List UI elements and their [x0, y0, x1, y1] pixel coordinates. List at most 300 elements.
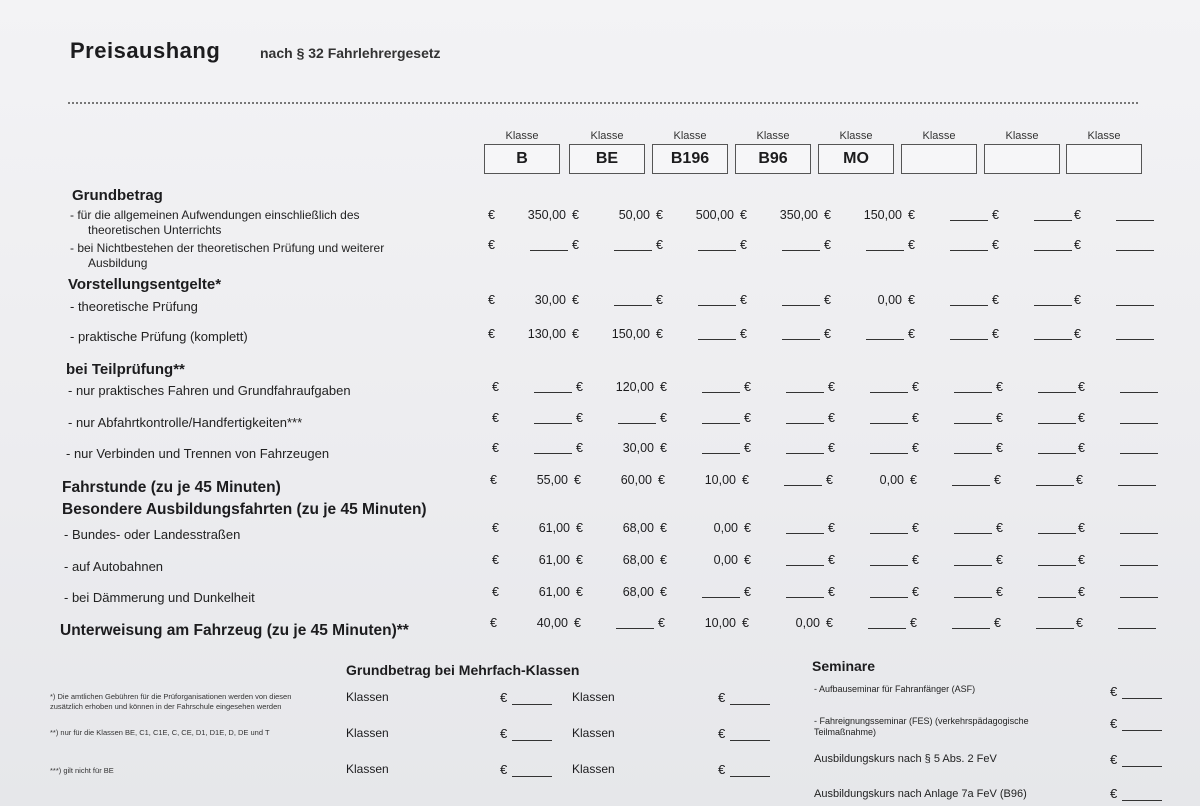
euro-sign: € — [500, 762, 508, 777]
price-value: 150,00 — [611, 327, 650, 341]
column-label: Klasse — [756, 130, 790, 142]
blank-line — [950, 339, 988, 340]
blank-line — [1036, 485, 1074, 486]
row-label-line: Ausbildung — [88, 256, 148, 270]
blank-line — [1038, 423, 1076, 424]
euro-sign: € — [1074, 327, 1081, 341]
price-value: 61,00 — [538, 521, 570, 535]
price-cell — [824, 327, 908, 343]
class-box — [1066, 144, 1142, 174]
price-cell — [742, 473, 826, 489]
page-title: Preisaushang — [70, 38, 221, 63]
blank-line — [1118, 485, 1156, 486]
blank-line — [1116, 220, 1154, 221]
euro-sign: € — [572, 208, 579, 222]
euro-sign: € — [910, 616, 917, 630]
price-cell — [660, 411, 744, 427]
euro-sign: € — [996, 521, 1003, 535]
price-value: 10,00 — [704, 473, 736, 487]
blank-line — [702, 597, 740, 598]
section-unterweisung: Unterweisung am Fahrzeug (zu je 45 Minuten)** — [60, 622, 409, 639]
euro-sign: € — [1078, 411, 1085, 425]
price-cell — [908, 293, 992, 309]
section-fahrstunde: Fahrstunde (zu je 45 Minuten) — [62, 479, 281, 496]
price-value: 0,00 — [713, 553, 738, 567]
blank-line — [1038, 453, 1076, 454]
blank-line — [866, 339, 904, 340]
price-value: 30,00 — [622, 441, 654, 455]
price-cell — [576, 585, 660, 601]
mehrfach-klassen-label: Klassen — [572, 726, 615, 740]
euro-sign: € — [828, 585, 835, 599]
price-value: 0,00 — [879, 473, 904, 487]
blank-line — [702, 392, 740, 393]
blank-line — [1120, 565, 1158, 566]
euro-sign: € — [992, 208, 999, 222]
mehrfach-klassen-label: Klassen — [346, 762, 389, 776]
column-header — [484, 130, 560, 174]
euro-sign: € — [992, 327, 999, 341]
footnote-3: ***) gilt nicht für BE — [50, 766, 114, 775]
price-cell — [992, 238, 1076, 254]
euro-sign: € — [1076, 616, 1083, 630]
price-cell — [744, 380, 828, 396]
euro-sign: € — [744, 411, 751, 425]
blank-line — [534, 392, 572, 393]
class-box: BE — [569, 144, 645, 174]
euro-sign: € — [1110, 716, 1118, 731]
price-value: 500,00 — [695, 208, 734, 222]
euro-sign: € — [742, 473, 749, 487]
mehrfach-klassen-label: Klassen — [346, 726, 389, 740]
blank-line — [870, 533, 908, 534]
price-cell — [492, 585, 576, 601]
class-box: B96 — [735, 144, 811, 174]
price-cell — [740, 238, 824, 254]
price-value: 0,00 — [713, 521, 738, 535]
blank-line — [1116, 250, 1154, 251]
euro-sign: € — [1078, 585, 1085, 599]
price-cell — [576, 553, 660, 569]
price-cell — [576, 521, 660, 537]
euro-sign: € — [658, 473, 665, 487]
euro-sign: € — [744, 521, 751, 535]
row-label-line: - für die allgemeinen Aufwendungen einschließlich des — [70, 208, 360, 222]
blank-line — [512, 776, 552, 777]
price-cell — [912, 585, 996, 601]
euro-sign: € — [656, 238, 663, 252]
blank-line — [698, 305, 736, 306]
euro-sign: € — [658, 616, 665, 630]
blank-line — [1122, 730, 1162, 731]
euro-sign: € — [828, 521, 835, 535]
euro-sign: € — [908, 293, 915, 307]
euro-sign: € — [718, 726, 726, 741]
price-cell — [572, 293, 656, 309]
euro-sign: € — [912, 411, 919, 425]
row-label-line: theoretischen Unterrichts — [88, 223, 222, 237]
column-label: Klasse — [673, 130, 707, 142]
price-cell — [1078, 411, 1162, 427]
euro-sign: € — [572, 327, 579, 341]
price-cell — [660, 521, 744, 537]
euro-sign: € — [1110, 786, 1118, 801]
euro-sign: € — [994, 473, 1001, 487]
euro-sign: € — [910, 473, 917, 487]
row-label: - auf Autobahnen — [64, 559, 164, 574]
price-value: 60,00 — [620, 473, 652, 487]
blank-line — [870, 565, 908, 566]
row-label: - nur Verbinden und Trennen von Fahrzeugen — [66, 446, 330, 461]
euro-sign: € — [740, 293, 747, 307]
column-header — [901, 130, 977, 174]
price-cell — [744, 585, 828, 601]
blank-line — [1034, 250, 1072, 251]
price-cell — [488, 238, 572, 254]
euro-sign: € — [824, 293, 831, 307]
class-box — [901, 144, 977, 174]
euro-sign: € — [912, 585, 919, 599]
price-cell — [656, 327, 740, 343]
blank-line — [954, 565, 992, 566]
seminar-item: - Fahreignungsseminar (FES) (verkehrspädagogische Teilmaßnahme) — [814, 716, 1029, 737]
blank-line — [1036, 628, 1074, 629]
price-cell — [996, 411, 1080, 427]
price-cell — [1078, 553, 1162, 569]
price-cell — [996, 380, 1080, 396]
price-cell — [572, 238, 656, 254]
row-label — [70, 241, 384, 271]
price-cell — [658, 473, 742, 489]
price-cell — [574, 616, 658, 632]
euro-sign: € — [912, 521, 919, 535]
euro-sign: € — [996, 380, 1003, 394]
euro-sign: € — [824, 327, 831, 341]
euro-sign: € — [1078, 380, 1085, 394]
price-value: 68,00 — [622, 521, 654, 535]
euro-sign: € — [908, 238, 915, 252]
blank-line — [954, 453, 992, 454]
euro-sign: € — [576, 521, 583, 535]
price-cell — [910, 473, 994, 489]
row-label: - bei Dämmerung und Dunkelheit — [64, 590, 255, 605]
euro-sign: € — [656, 327, 663, 341]
price-cell — [828, 553, 912, 569]
price-cell — [656, 208, 740, 224]
blank-line — [786, 423, 824, 424]
column-header — [818, 130, 894, 174]
blank-line — [534, 423, 572, 424]
blank-line — [512, 704, 552, 705]
price-cell — [912, 521, 996, 537]
price-cell — [828, 585, 912, 601]
euro-sign: € — [996, 553, 1003, 567]
euro-sign: € — [828, 411, 835, 425]
blank-line — [870, 453, 908, 454]
euro-sign: € — [576, 441, 583, 455]
euro-sign: € — [912, 441, 919, 455]
dotted-divider — [68, 102, 1138, 104]
euro-sign: € — [490, 616, 497, 630]
price-value: 61,00 — [538, 585, 570, 599]
blank-line — [868, 628, 906, 629]
price-cell — [660, 380, 744, 396]
price-value: 68,00 — [622, 585, 654, 599]
row-label: - Bundes- oder Landesstraßen — [64, 527, 241, 542]
column-label: Klasse — [590, 130, 624, 142]
euro-sign: € — [744, 441, 751, 455]
euro-sign: € — [744, 553, 751, 567]
euro-sign: € — [828, 380, 835, 394]
price-cell — [1076, 473, 1160, 489]
euro-sign: € — [828, 553, 835, 567]
euro-sign: € — [718, 690, 726, 705]
price-value: 10,00 — [704, 616, 736, 630]
euro-sign: € — [744, 585, 751, 599]
price-cell — [740, 327, 824, 343]
blank-line — [534, 453, 572, 454]
blank-line — [1038, 597, 1076, 598]
euro-sign: € — [488, 208, 495, 222]
row-label: - praktische Prüfung (komplett) — [70, 329, 248, 344]
price-cell — [740, 208, 824, 224]
euro-sign: € — [576, 585, 583, 599]
price-cell — [658, 616, 742, 632]
price-cell — [492, 553, 576, 569]
column-header — [1066, 130, 1142, 174]
price-cell — [490, 473, 574, 489]
blank-line — [1122, 698, 1162, 699]
blank-line — [954, 392, 992, 393]
blank-line — [954, 533, 992, 534]
price-value: 30,00 — [534, 293, 566, 307]
price-value: 68,00 — [622, 553, 654, 567]
blank-line — [786, 597, 824, 598]
price-cell — [744, 411, 828, 427]
blank-line — [614, 305, 652, 306]
euro-sign: € — [576, 380, 583, 394]
price-cell — [824, 293, 908, 309]
blank-line — [512, 740, 552, 741]
page-subtitle: nach § 32 Fahrlehrergesetz — [260, 45, 441, 61]
blank-line — [786, 533, 824, 534]
price-cell — [572, 208, 656, 224]
blank-line — [702, 423, 740, 424]
blank-line — [870, 392, 908, 393]
blank-line — [1118, 628, 1156, 629]
footnote-2: **) nur für die Klassen BE, C1, C1E, C, CE, D1, D1E, D, DE und T — [50, 728, 270, 737]
blank-line — [614, 250, 652, 251]
price-cell — [912, 441, 996, 457]
price-value: 130,00 — [527, 327, 566, 341]
euro-sign: € — [740, 208, 747, 222]
price-cell — [576, 441, 660, 457]
column-label: Klasse — [922, 130, 956, 142]
price-cell — [908, 238, 992, 254]
price-cell — [572, 327, 656, 343]
price-cell — [1074, 238, 1158, 254]
price-cell — [912, 553, 996, 569]
price-cell — [994, 616, 1078, 632]
price-cell — [1078, 380, 1162, 396]
price-cell — [660, 441, 744, 457]
blank-line — [1120, 392, 1158, 393]
class-box: MO — [818, 144, 894, 174]
price-cell — [574, 473, 658, 489]
euro-sign: € — [826, 616, 833, 630]
seminar-item: Ausbildungskurs nach Anlage 7a FeV (B96) — [814, 788, 1027, 800]
blank-line — [782, 339, 820, 340]
euro-sign: € — [1078, 553, 1085, 567]
blank-line — [1120, 597, 1158, 598]
price-cell — [828, 380, 912, 396]
euro-sign: € — [992, 238, 999, 252]
price-cell — [828, 411, 912, 427]
mehrfach-title: Grundbetrag bei Mehrfach-Klassen — [346, 662, 580, 678]
euro-sign: € — [740, 238, 747, 252]
euro-sign: € — [500, 726, 508, 741]
section-grundbetrag: Grundbetrag — [72, 187, 163, 204]
class-box: B — [484, 144, 560, 174]
euro-sign: € — [1074, 208, 1081, 222]
price-cell — [656, 293, 740, 309]
euro-sign: € — [488, 238, 495, 252]
mehrfach-klassen-label: Klassen — [572, 690, 615, 704]
euro-sign: € — [572, 293, 579, 307]
price-cell — [912, 411, 996, 427]
price-cell — [488, 327, 572, 343]
blank-line — [786, 565, 824, 566]
blank-line — [950, 220, 988, 221]
euro-sign: € — [744, 380, 751, 394]
column-label: Klasse — [1087, 130, 1121, 142]
euro-sign: € — [576, 553, 583, 567]
blank-line — [618, 423, 656, 424]
euro-sign: € — [912, 380, 919, 394]
blank-line — [1120, 423, 1158, 424]
blank-line — [730, 776, 770, 777]
price-cell — [492, 441, 576, 457]
seminar-item: - Aufbauseminar für Fahranfänger (ASF) — [814, 684, 976, 694]
price-cell — [576, 380, 660, 396]
euro-sign: € — [1078, 521, 1085, 535]
price-cell — [912, 380, 996, 396]
price-value: 120,00 — [615, 380, 654, 394]
euro-sign: € — [996, 441, 1003, 455]
euro-sign: € — [660, 553, 667, 567]
price-value: 40,00 — [536, 616, 568, 630]
blank-line — [1116, 339, 1154, 340]
blank-line — [730, 740, 770, 741]
euro-sign: € — [908, 327, 915, 341]
price-cell — [826, 473, 910, 489]
section-besondere: Besondere Ausbildungsfahrten (zu je 45 Minuten) — [62, 501, 427, 518]
price-cell — [492, 380, 576, 396]
euro-sign: € — [574, 473, 581, 487]
euro-sign: € — [1074, 293, 1081, 307]
price-cell — [490, 616, 574, 632]
euro-sign: € — [826, 473, 833, 487]
blank-line — [1120, 453, 1158, 454]
blank-line — [952, 628, 990, 629]
euro-sign: € — [660, 585, 667, 599]
price-cell — [992, 327, 1076, 343]
euro-sign: € — [660, 521, 667, 535]
price-cell — [996, 585, 1080, 601]
blank-line — [786, 392, 824, 393]
column-header — [735, 130, 811, 174]
euro-sign: € — [996, 585, 1003, 599]
blank-line — [952, 485, 990, 486]
class-box — [984, 144, 1060, 174]
euro-sign: € — [742, 616, 749, 630]
euro-sign: € — [488, 293, 495, 307]
blank-line — [870, 423, 908, 424]
euro-sign: € — [740, 327, 747, 341]
seminar-item: Ausbildungskurs nach § 5 Abs. 2 FeV — [814, 753, 997, 765]
blank-line — [950, 250, 988, 251]
blank-line — [1122, 800, 1162, 801]
section-vorstellung: Vorstellungsentgelte* — [68, 276, 222, 293]
price-cell — [908, 208, 992, 224]
blank-line — [1038, 533, 1076, 534]
section-teilpruefung: bei Teilprüfung** — [66, 361, 185, 378]
euro-sign: € — [492, 521, 499, 535]
price-cell — [996, 521, 1080, 537]
price-value: 150,00 — [863, 208, 902, 222]
price-cell — [992, 293, 1076, 309]
euro-sign: € — [1076, 473, 1083, 487]
euro-sign: € — [1110, 752, 1118, 767]
euro-sign: € — [660, 441, 667, 455]
euro-sign: € — [718, 762, 726, 777]
price-cell — [744, 553, 828, 569]
column-header — [569, 130, 645, 174]
price-cell — [996, 553, 1080, 569]
price-value: 350,00 — [527, 208, 566, 222]
price-cell — [1076, 616, 1160, 632]
euro-sign: € — [492, 411, 499, 425]
blank-line — [786, 453, 824, 454]
price-cell — [824, 208, 908, 224]
euro-sign: € — [912, 553, 919, 567]
euro-sign: € — [574, 616, 581, 630]
price-cell — [742, 616, 826, 632]
price-cell — [1078, 441, 1162, 457]
price-cell — [910, 616, 994, 632]
price-cell — [994, 473, 1078, 489]
euro-sign: € — [490, 473, 497, 487]
column-header — [652, 130, 728, 174]
euro-sign: € — [492, 380, 499, 394]
euro-sign: € — [994, 616, 1001, 630]
euro-sign: € — [572, 238, 579, 252]
class-box: B196 — [652, 144, 728, 174]
price-cell — [826, 616, 910, 632]
price-cell — [996, 441, 1080, 457]
euro-sign: € — [492, 553, 499, 567]
mehrfach-klassen-label: Klassen — [346, 690, 389, 704]
blank-line — [954, 423, 992, 424]
price-cell — [908, 327, 992, 343]
blank-line — [698, 250, 736, 251]
euro-sign: € — [828, 441, 835, 455]
euro-sign: € — [1078, 441, 1085, 455]
euro-sign: € — [1110, 684, 1118, 699]
price-value: 0,00 — [795, 616, 820, 630]
blank-line — [870, 597, 908, 598]
blank-line — [702, 453, 740, 454]
